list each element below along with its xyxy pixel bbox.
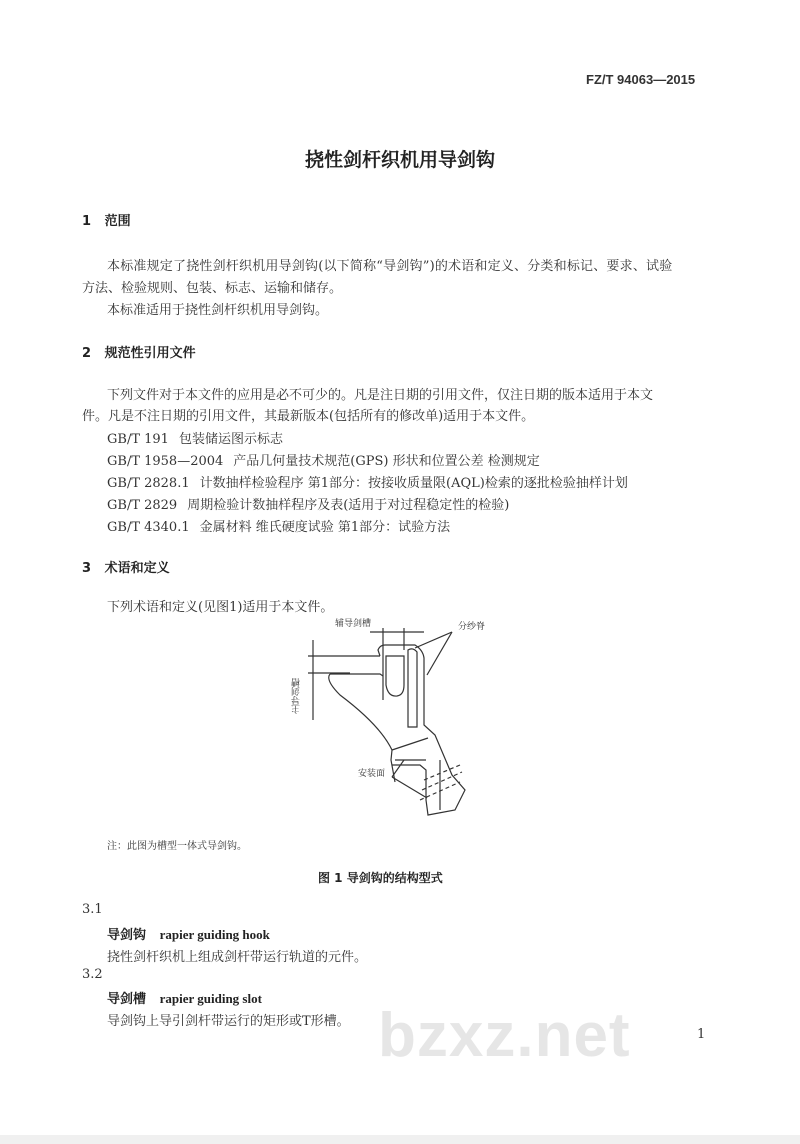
page-title: 挠性剑杆织机用导剑钩 xyxy=(305,149,496,171)
term-title: 导剑钩 rapier guiding hook xyxy=(107,927,270,943)
reference-item: GB/T 2829 周期检验计数抽样程序及表(适用于对过程稳定性的检验) xyxy=(107,498,510,513)
paragraph: 下列文件对于本文件的应用是必不可少的。凡是注日期的引用文件，仅注日期的版本适用于本文 xyxy=(107,388,654,403)
term-definition: 导剑钩上导引剑杆带运行的矩形或T形槽。 xyxy=(107,1014,350,1029)
paragraph: 下列术语和定义(见图1)适用于本文件。 xyxy=(107,600,334,615)
standard-number: FZ/T 94063—2015 xyxy=(586,72,696,87)
paragraph: 本标准适用于挠性剑杆织机用导剑钩。 xyxy=(107,303,329,318)
reference-item: GB/T 4340.1 金属材料 维氏硬度试验 第1部分：试验方法 xyxy=(107,520,451,535)
section-3-heading: 3 术语和定义 xyxy=(82,561,170,576)
page-number: 1 xyxy=(697,1027,706,1042)
watermark: bzxz.net xyxy=(378,1001,631,1070)
page-bottom-edge xyxy=(0,1135,800,1144)
figure-caption: 图 1 导剑钩的结构型式 xyxy=(318,871,443,885)
reference-item: GB/T 191 包装储运图示标志 xyxy=(107,432,283,447)
label-main-slot: 主导剑槽 xyxy=(292,678,302,714)
label-aux-slot: 辅导剑槽 xyxy=(335,619,372,629)
paragraph: 本标准规定了挠性剑杆织机用导剑钩(以下简称“导剑钩”)的术语和定义、分类和标记、要求、试验 xyxy=(107,259,673,274)
term-definition: 挠性剑杆织机上组成剑杆带运行轨道的元件。 xyxy=(107,950,368,965)
label-yarn-ridge: 分纱脊 xyxy=(458,622,486,632)
section-1-heading: 1 范围 xyxy=(82,214,131,229)
paragraph: 件。凡是不注日期的引用文件，其最新版本(包括所有的修改单)适用于本文件。 xyxy=(82,409,535,424)
term-title: 导剑槽 rapier guiding slot xyxy=(107,991,262,1007)
paragraph: 方法、检验规则、包装、标志、运输和储存。 xyxy=(82,281,343,296)
reference-item: GB/T 1958—2004 产品几何量技术规范(GPS) 形状和位置公差 检测规定 xyxy=(107,454,540,469)
rapier-hook-figure xyxy=(280,610,540,840)
term-number: 3.1 xyxy=(82,902,103,917)
section-2-heading: 2 规范性引用文件 xyxy=(82,346,196,361)
reference-item: GB/T 2828.1 计数抽样检验程序 第1部分：按接收质量限(AQL)检索的逐批检验抽样计划 xyxy=(107,476,628,491)
figure-note: 注：此图为槽型一体式导剑钩。 xyxy=(107,841,247,852)
label-mount-face: 安装面 xyxy=(358,769,386,779)
term-number: 3.2 xyxy=(82,967,103,982)
